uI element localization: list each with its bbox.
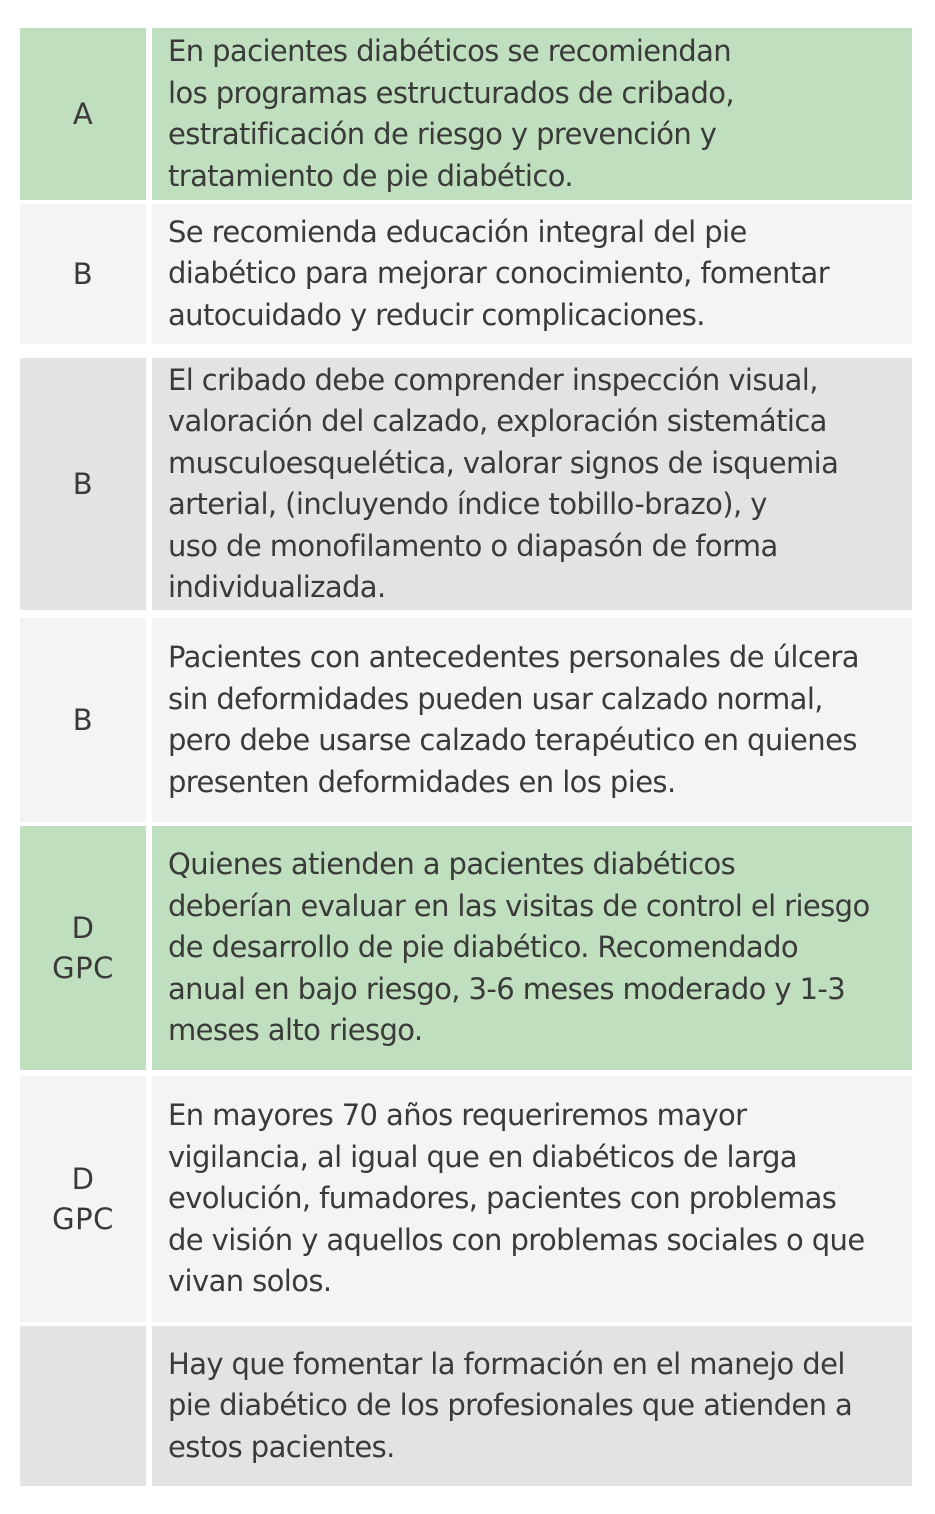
text-line: sin deformidades pueden usar calzado normal, [168, 681, 823, 716]
text-line: Hay que fomentar la formación en el manejo del [168, 1346, 845, 1381]
text-line: musculoesquelética, valorar signos de isquemia [168, 445, 839, 480]
text-line: Quienes atienden a pacientes diabéticos [168, 847, 736, 882]
grade-cell [20, 28, 146, 200]
text-line: diabético para mejorar conocimiento, fomentar [168, 256, 830, 291]
table-row [20, 1326, 912, 1486]
recommendation-text [152, 204, 912, 344]
recommendation-text [152, 618, 912, 822]
grade-label: B [72, 257, 94, 291]
recommendation-text [152, 358, 912, 610]
grade-label: B [72, 467, 94, 501]
recommendation-text [152, 28, 912, 200]
text-line: pero debe usarse calzado terapéutico en quienes [168, 723, 857, 757]
text-line: Se recomienda educación integral del pie [168, 214, 747, 249]
text-line: valoración del calzado, exploración sistemática [168, 404, 827, 438]
text-line: los programas estructurados de cribado, [168, 75, 735, 110]
table-row [20, 618, 912, 822]
table-row [20, 28, 912, 200]
table-row [20, 1076, 912, 1322]
table-row [20, 204, 912, 344]
grade-label: D [71, 1162, 95, 1196]
text-line: individualizada. [168, 570, 386, 604]
text-line: El cribado debe comprender inspección visual, [168, 362, 818, 397]
text-line: vigilancia, al igual que en diabéticos de larga [168, 1139, 797, 1174]
grade-label: GPC [52, 1202, 114, 1236]
text-line: presenten deformidades en los pies. [168, 764, 676, 799]
recommendation-text [152, 1076, 912, 1322]
recommendation-text [152, 1326, 912, 1486]
text-line: En pacientes diabéticos se recomiendan [168, 34, 732, 68]
grade-cell [20, 358, 146, 610]
grade-cell [20, 204, 146, 344]
grade-label: B [72, 703, 94, 737]
text-line: uso de monofilamento o diapasón de forma [168, 528, 778, 563]
grade-cell [20, 826, 146, 1070]
text-line: evolución, fumadores, pacientes con problemas [168, 1181, 837, 1216]
table-row [20, 358, 912, 610]
grade-label: D [71, 911, 95, 945]
table-row [20, 826, 912, 1070]
text-line: deberían evaluar en las visitas de control el riesgo [168, 888, 870, 923]
text-line: meses alto riesgo. [168, 1013, 423, 1048]
text-line: estos pacientes. [168, 1429, 395, 1464]
grade-label: GPC [52, 951, 114, 985]
text-line: vivan solos. [168, 1264, 332, 1299]
text-line: anual en bajo riesgo, 3-6 meses moderado y 1-3 [168, 971, 846, 1006]
text-line: tratamiento de pie diabético. [168, 158, 573, 193]
text-line: de visión y aquellos con problemas sociales o que [168, 1222, 865, 1257]
grade-cell [20, 1076, 146, 1322]
grade-cell [20, 618, 146, 822]
text-line: estratificación de riesgo y prevención y [168, 117, 717, 151]
text-line: autocuidado y reducir complicaciones. [168, 297, 705, 332]
grade-cell [20, 1326, 146, 1486]
recommendation-text [152, 826, 912, 1070]
text-line: En mayores 70 años requeriremos mayor [168, 1098, 747, 1133]
grade-label: A [72, 97, 94, 131]
text-line: pie diabético de los profesionales que atienden a [168, 1388, 853, 1423]
text-line: de desarrollo de pie diabético. Recomendado [168, 930, 799, 965]
text-line: Pacientes con antecedentes personales de úlcera [168, 640, 859, 674]
text-line: arterial, (incluyendo índice tobillo-brazo), y [168, 487, 767, 521]
